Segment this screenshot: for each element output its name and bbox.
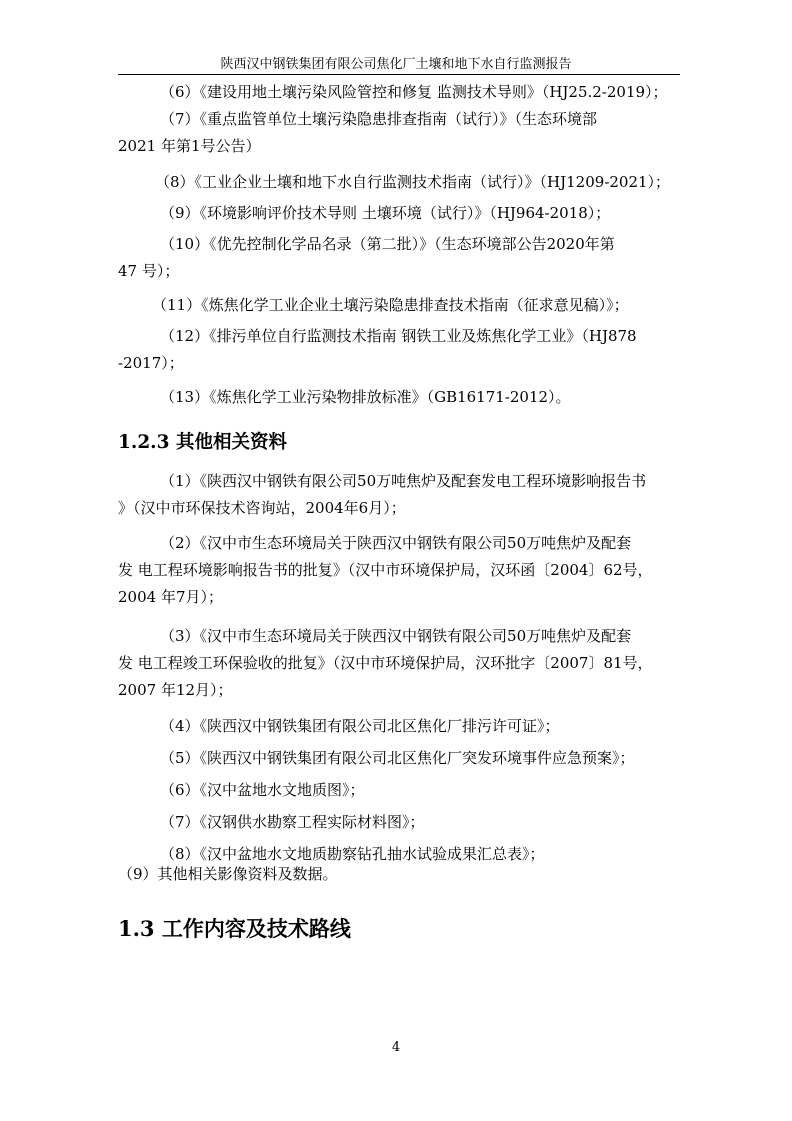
material-item-3: （3）《汉中市生态环境局关于陕西汉中钢铁有限公司50万吨焦炉及配套: [160, 627, 632, 645]
material-item-2-cont: 发 电工程环境影响报告书的批复》（汉中市环境保护局，汉环函〔2004〕62号，: [118, 561, 653, 579]
material-item-9: （9）其他相关影像资料及数据。: [118, 865, 338, 883]
header-rule: [118, 74, 680, 75]
material-item-5: （5）《陕西汉中钢铁集团有限公司北区焦化厂突发环境事件应急预案》；: [160, 749, 635, 767]
section-heading-1-3: 1.3 工作内容及技术路线: [118, 916, 351, 941]
reference-item-7-cont: 2021 年第1号公告）: [118, 137, 261, 155]
reference-item-10-cont: 47 号）；: [118, 262, 180, 280]
material-item-7: （7）《汉钢供水勘察工程实际材料图》；: [160, 813, 425, 831]
material-item-4: （4）《陕西汉中钢铁集团有限公司北区焦化厂排污许可证》；: [160, 717, 560, 735]
reference-item-11: （11）《炼焦化学工业企业土壤污染隐患排查技术指南（征求意见稿）》；: [152, 296, 629, 314]
material-item-1: （1）《陕西汉中钢铁有限公司50万吨焦炉及配套发电工程环境影响报告书: [160, 472, 647, 490]
reference-item-6: （6）《建设用地土壤污染风险管控和修复 监测技术导则》（HJ25.2-2019）；: [160, 83, 668, 101]
material-item-6: （6）《汉中盆地水文地质图》；: [160, 781, 365, 799]
reference-item-10: （10）《优先控制化学品名录（第二批）》（生态环境部公告2020年第: [160, 235, 615, 253]
reference-item-12: （12）《排污单位自行监测技术指南 钢铁工业及炼焦化学工业》（HJ878: [160, 327, 637, 345]
material-item-3-cont: 发 电工程竣工环保验收的批复》（汉中市环境保护局，汉环批字〔2007〕81号，: [118, 654, 653, 672]
reference-item-7: （7）《重点监管单位土壤污染隐患排查指南（试行）》（生态环境部: [160, 110, 598, 128]
material-item-2-cont2: 2004 年7月）；: [118, 588, 223, 606]
material-item-3-cont2: 2007 年12月）；: [118, 681, 233, 699]
reference-item-12-cont: -2017）；: [118, 354, 184, 372]
reference-item-9: （9）《环境影响评价技术导则 土壤环境（试行）》（HJ964-2018）；: [160, 204, 611, 222]
page-number: 4: [391, 1040, 401, 1055]
reference-item-8: （8）《工业企业土壤和地下水自行监测技术指南（试行）》（HJ1209-2021）；: [155, 173, 671, 191]
reference-item-13: （13）《炼焦化学工业污染物排放标准》（GB16171-2012）。: [160, 388, 571, 406]
material-item-1-cont: 》（汉中市环保技术咨询站，2004年6月）；: [118, 499, 406, 517]
section-heading-1-2-3: 1.2.3 其他相关资料: [118, 432, 287, 453]
material-item-2: （2）《汉中市生态环境局关于陕西汉中钢铁有限公司50万吨焦炉及配套: [160, 534, 632, 552]
page-header-title: 陕西汉中钢铁集团有限公司焦化厂土壤和地下水自行监测报告: [220, 57, 572, 72]
material-item-8: （8）《汉中盆地水文地质勘察钻孔抽水试验成果汇总表》；: [160, 845, 545, 863]
